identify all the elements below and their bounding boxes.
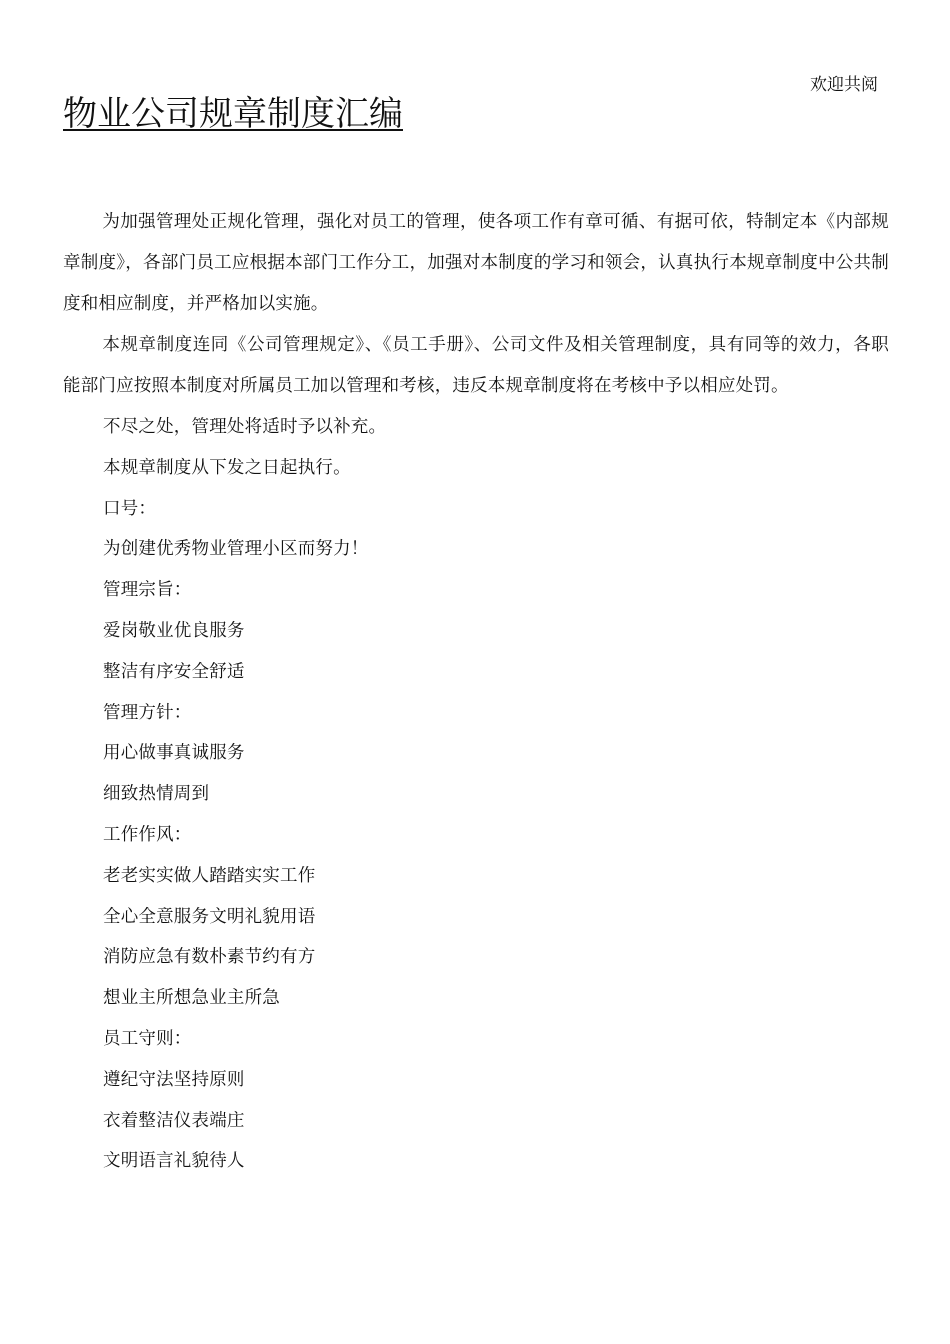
staff-rules-item: 文明语言礼貌待人: [103, 1151, 245, 1172]
work-style-item: 老老实实做人踏踏实实工作: [103, 865, 316, 886]
staff-rules-heading: 员工守则：: [103, 1028, 192, 1049]
validity-paragraph: 本规章制度连同《公司管理规定》、《员工手册》、公司文件及相关管理制度，具有同等的效力，各职能部门应按照本制度对所属员工加以管理和考核，违反本规章制度将在考核中予以相应处罚。: [63, 335, 889, 396]
document-body: [63, 202, 889, 1182]
work-style-item: 消防应急有数朴素节约有方: [103, 947, 316, 968]
staff-rules-item: 衣着整洁仪表端庄: [103, 1110, 245, 1131]
intro-paragraph: 为加强管理处正规化管理，强化对员工的管理，使各项工作有章可循、有据可依，特制定本《内部规章制度》，各部门员工应根据本部门工作分工，加强对本制度的学习和领会，认真执行本规章制度中公共制度和相应制度，并严格加以实施。: [63, 212, 889, 314]
document-title: 物业公司规章制度汇编: [63, 94, 403, 134]
header-note: 欢迎共阅: [810, 75, 878, 95]
policy-item: 用心做事真诚服务: [103, 743, 245, 764]
purpose-item: 爱岗敬业优良服务: [103, 620, 245, 641]
staff-rules-item: 遵纪守法坚持原则: [103, 1069, 245, 1090]
purpose-item: 整洁有序安全舒适: [103, 661, 245, 682]
work-style-item: 全心全意服务文明礼貌用语: [103, 906, 316, 927]
purpose-heading: 管理宗旨：: [103, 580, 192, 601]
supplement-line: 不尽之处，管理处将适时予以补充。: [103, 417, 387, 437]
policy-item: 细致热情周到: [103, 784, 210, 805]
slogan-text: 为创建优秀物业管理小区而努力！: [103, 539, 369, 560]
slogan-heading: 口号：: [103, 498, 157, 519]
work-style-heading: 工作作风：: [103, 824, 192, 845]
effective-date-line: 本规章制度从下发之日起执行。: [103, 457, 351, 478]
work-style-item: 想业主所想急业主所急: [103, 988, 280, 1009]
policy-heading: 管理方针：: [103, 702, 192, 723]
